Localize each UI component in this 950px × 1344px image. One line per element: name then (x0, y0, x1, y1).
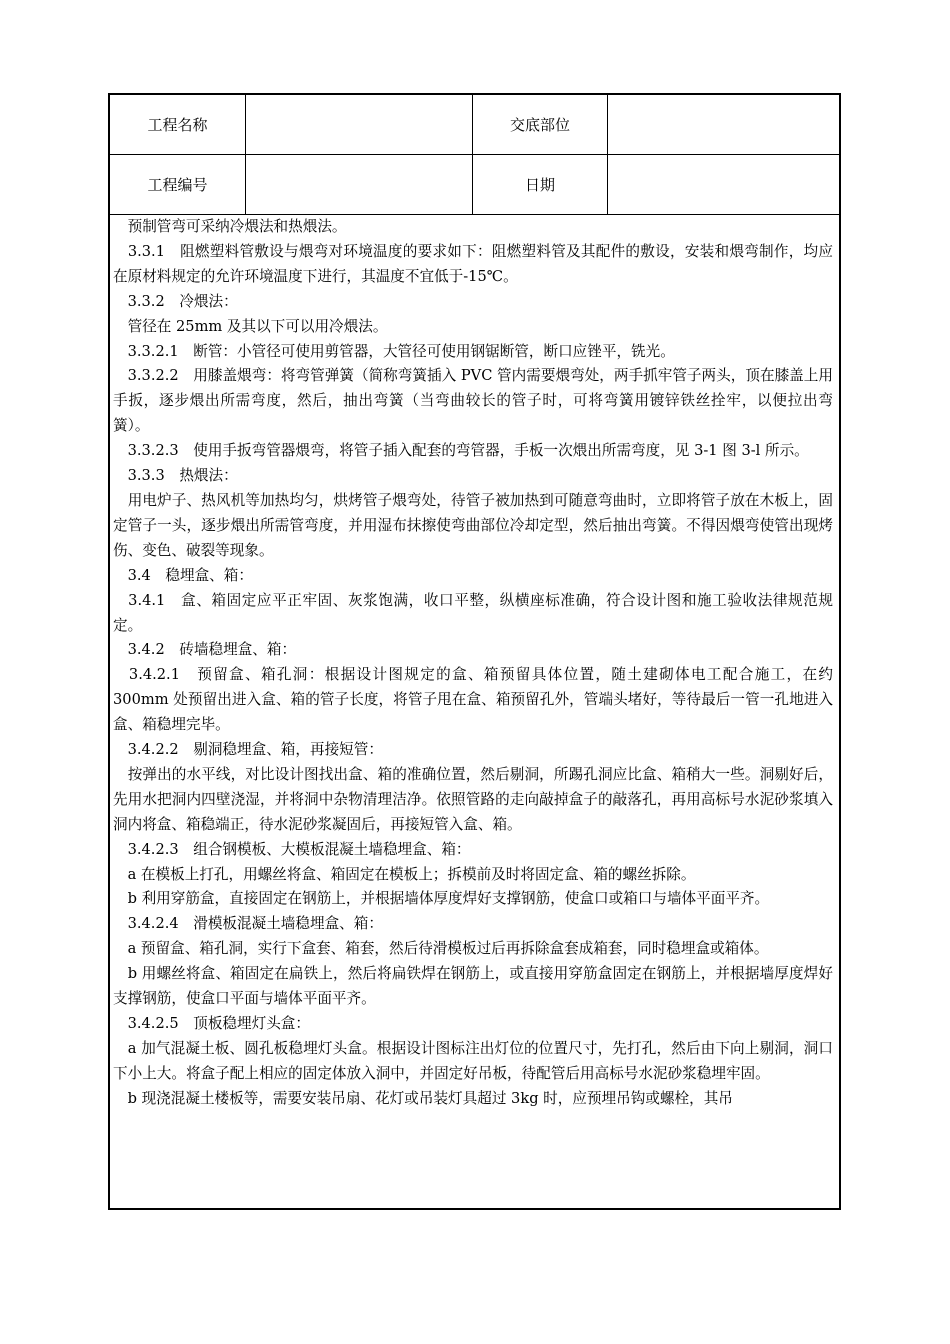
paragraph: 3.3.1 阻燃塑料管敷设与煨弯对环境温度的要求如下：阻燃塑料管及其配件的敷设，安装和煨弯制作，均应在原材料规定的允许环境温度下进行，其温度不宜低于-15℃。 (113, 242, 833, 285)
paragraph: 管径在 25mm 及其以下可以用冷煨法。 (113, 317, 388, 335)
project-number-label: 工程编号 (147, 176, 208, 194)
project-name-value (246, 95, 472, 154)
paragraph: b 用螺丝将盒、箱固定在扁铁上，然后将扁铁焊在钢筋上，或直接用穿筋盒固定在钢筋上，并根据墙厚度焊好支撑钢筋，使盒口平面与墙体平面平齐。 (113, 965, 833, 1008)
paragraph: a 加气混凝土板、圆孔板稳埋灯头盒。根据设计图标注出灯位的位置尺寸，先打孔，然后由下向上剔洞，洞口下小上大。将盒子配上相应的固定体放入洞中，并固定好吊板，待配管后用高标号水泥砂浆稳埋牢固。 (113, 1039, 833, 1082)
paragraph: 3.4.2 砖墙稳埋盒、箱： (113, 641, 297, 659)
paragraph: a 在模板上打孔，用螺丝将盒、箱固定在模板上；拆模前及时将固定盒、箱的螺丝拆除。 (113, 865, 696, 883)
paragraph: 3.3.2.2 用膝盖煨弯：将弯管弹簧（简称弯簧插入 PVC 管内需要煨弯处，两手抓牢管子两头，顶在膝盖上用手扳，逐步煨出所需弯度，然后，抽出弯簧（当弯曲较长的管子时，可将弯簧用镀锌铁丝拴牢，以便拉出弯簧）。 (113, 367, 833, 435)
document-frame (108, 93, 841, 1210)
paragraph: a 预留盒、箱孔洞，实行下盒套、箱套，然后待滑模板过后再拆除盒套成箱套，同时稳埋盒或箱体。 (113, 940, 769, 958)
paragraph: 3.4.2.5 顶板稳埋灯头盒： (113, 1015, 310, 1032)
paragraph: 3.4.2.2 剔洞稳埋盒、箱，再接短管： (113, 741, 383, 759)
project-name-label: 工程名称 (147, 116, 208, 134)
paragraph: 3.4 稳埋盒、箱： (113, 566, 253, 584)
date-label: 日期 (524, 176, 555, 194)
paragraph: 3.3.2 冷煨法： (113, 292, 238, 310)
paragraph: b 现浇混凝土楼板等，需要安装吊扇、花灯或吊装灯具超过 3kg 时，应预埋吊钩或螺栓，其吊 (113, 1089, 733, 1107)
location-value (608, 95, 839, 154)
date-value (608, 155, 839, 214)
paragraph: 3.4.2.3 组合钢模板、大模板混凝土墙稳埋盒、箱： (113, 840, 471, 858)
paragraph: b 利用穿筋盒，直接固定在钢筋上，并根据墙体厚度焊好支撑钢筋，使盒口或箱口与墙体平面平齐。 (113, 890, 770, 908)
location-label: 交底部位 (509, 116, 570, 134)
paragraph: 3.4.1 盒、箱固定应平正牢固、灰浆饱满，收口平整，纵横座标准确，符合设计图和施工验收法律规范规定。 (113, 591, 833, 634)
header-table (110, 95, 839, 215)
paragraph: 预制管弯可采纳冷煨法和热煨法。 (113, 218, 347, 235)
paragraph: 3.3.3 热煨法： (113, 467, 238, 485)
paragraph: 3.4.2.1 预留盒、箱孔洞：根据设计图规定的盒、箱预留具体位置，随土建砌体电工配合施工，在约 300mm 处预留出进入盒、箱的管子长度，将管子甩在盒、箱预留孔外，管端头堵好，等待最后一管一孔地进入盒、箱稳埋完毕。 (113, 666, 833, 734)
content-body (110, 215, 839, 1112)
project-number-value (246, 155, 472, 214)
paragraph: 按弹出的水平线，对比设计图找出盒、箱的准确位置，然后剔洞，所踢孔洞应比盒、箱稍大一些。洞剔好后，先用水把洞内四壁浇湿，并将洞中杂物清理洁净。依照管路的走向敲掉盒子的敲落孔，再用高标号水泥砂浆填入洞内将盒、箱稳端正，待水泥砂浆凝固后，再接短管入盒、箱。 (113, 765, 833, 833)
paragraph: 3.3.2.3 使用手扳弯管器煨弯，将管子插入配套的弯管器，手板一次煨出所需弯度，见 3-1 图 3-l 所示。 (113, 442, 809, 460)
paragraph: 3.3.2.1 断管：小管径可使用剪管器，大管径可使用钢锯断管，断口应锉平，铣光。 (113, 342, 675, 360)
paragraph: 3.4.2.4 滑模板混凝土墙稳埋盒、箱： (113, 915, 383, 933)
paragraph: 用电炉子、热风机等加热均匀，烘烤管子煨弯处，待管子被加热到可随意弯曲时，立即将管子放在木板上，固定管子一头，逐步煨出所需管弯度，并用湿布抹擦使弯曲部位冷却定型，然后抽出弯簧。不得因煨弯使管出现烤伤、变色、破裂等现象。 (113, 491, 833, 559)
